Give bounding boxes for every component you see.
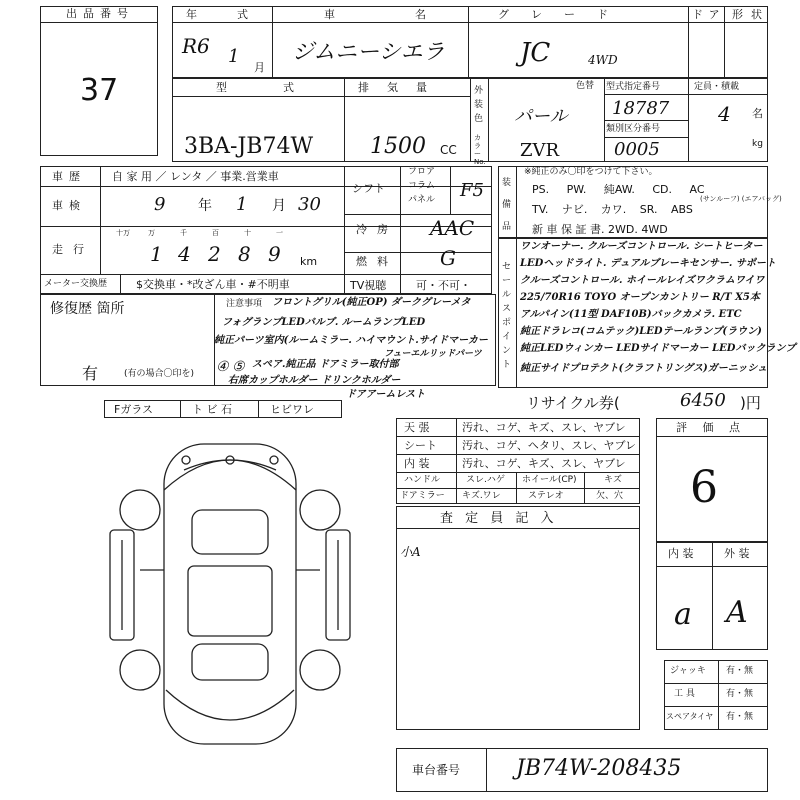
handle-opt: キズ bbox=[604, 475, 622, 485]
mirror-opt: 欠、穴 bbox=[596, 491, 624, 501]
mileage-digit: 9 bbox=[268, 242, 281, 266]
tools-value: 有・無 bbox=[726, 689, 754, 699]
recycle-label: リサイクル券( bbox=[526, 394, 620, 412]
shift-opt: コラム bbox=[408, 181, 435, 191]
sales-line: 純正LEDウィンカー LEDサイドマーカー LEDバックランプ bbox=[520, 343, 796, 354]
model-no-value: 18787 bbox=[612, 98, 670, 119]
displacement-label: 排気量 bbox=[358, 81, 445, 94]
capacity-label: 定員・積載 bbox=[694, 82, 740, 92]
interior-grade-label: 内 装 bbox=[668, 547, 694, 560]
grade-value: JC bbox=[520, 38, 551, 68]
glass-opt: ト ビ 石 bbox=[192, 403, 232, 416]
shift-opt: パネル bbox=[408, 195, 436, 205]
mileage-unit-2: 千 bbox=[180, 229, 187, 237]
class-no-value: 0005 bbox=[614, 139, 660, 160]
mileage-unit-5: 一 bbox=[276, 229, 283, 237]
equipment-row3: 新 車 保 証 書. 2WD. 4WD bbox=[532, 223, 668, 236]
meter-options: $交換車・*改ざん車・#不明車 bbox=[136, 278, 290, 291]
score-label: 評 価 点 bbox=[676, 421, 746, 434]
history-options: 自 家 用 ／ レンタ ／ 事業.営業車 bbox=[112, 170, 279, 183]
color-code: ZVR bbox=[520, 140, 560, 161]
mileage-unit-0: 十万 bbox=[116, 229, 130, 237]
mileage-digit: 1 bbox=[150, 242, 163, 266]
repair-note: (有の場合〇印を) bbox=[124, 369, 195, 379]
year-label: 年 式 bbox=[186, 8, 248, 21]
color-value: パール bbox=[514, 106, 568, 127]
chassis-value: JB74W-208435 bbox=[516, 756, 682, 781]
recycle-value: 6450 bbox=[680, 390, 726, 411]
exterior-grade-value: A bbox=[726, 595, 748, 630]
sales-line: 純正ドラレコ(コムテック)LEDテールランプ(ラウン) bbox=[520, 326, 762, 337]
repair-note-line: 純正パーツ室内(ルームミラー. ハイマウント.サイドマーカー bbox=[214, 335, 488, 346]
glass-opt: Fガラス bbox=[114, 403, 153, 416]
inspection-tsuki: 月 bbox=[272, 198, 286, 214]
grade-label: グレード bbox=[498, 8, 630, 21]
repair-note-line: フォグランプLEDバルブ. ルームランプLED bbox=[222, 317, 426, 328]
sales-line: ワンオーナー. クルーズコントロール. シートヒーター bbox=[520, 241, 763, 252]
capacity-value: 4 bbox=[718, 102, 731, 126]
rear-window bbox=[192, 644, 268, 680]
color-side-label: 外装色 bbox=[474, 86, 484, 124]
score-value: 6 bbox=[690, 462, 718, 513]
interior-row-vals: 汚れ、コゲ、キズ、スレ、ヤブレ bbox=[462, 457, 626, 470]
mirror-name: ドアミラー bbox=[400, 491, 445, 501]
repair-note-line: ドアアームレスト bbox=[346, 389, 426, 400]
mileage-digit: 8 bbox=[238, 242, 251, 266]
tools-value: 有・無 bbox=[726, 666, 754, 676]
capacity-unit: 名 bbox=[752, 107, 763, 120]
mileage-unit-4: 十 bbox=[244, 229, 251, 237]
meter-label: メーター交換歴 bbox=[44, 279, 108, 289]
mileage-digit: 2 bbox=[208, 242, 221, 266]
mileage-unit-1: 万 bbox=[148, 229, 155, 237]
ac-value: AAC bbox=[430, 216, 475, 240]
color-code-label: カラーNo. bbox=[474, 134, 486, 166]
wheel-fl bbox=[120, 490, 160, 530]
mileage-label: 走行 bbox=[52, 243, 94, 256]
capacity-kg: kg bbox=[752, 139, 763, 149]
year-era: R6 bbox=[182, 34, 210, 58]
repair-note-line: スペア.純正品 ドアミラー取付部 bbox=[252, 359, 399, 370]
class-no-label: 類別区分番号 bbox=[606, 124, 661, 134]
year-month-unit: 月 bbox=[254, 61, 265, 74]
mirror-opt: キズ.ワレ bbox=[462, 491, 501, 501]
mirror-opt: ステレオ bbox=[528, 491, 564, 501]
handle-opt: スレ.ハゲ bbox=[466, 475, 505, 485]
color-change-label: 色替 bbox=[576, 81, 595, 91]
glass-opt: ヒビワレ bbox=[270, 403, 314, 416]
car-name-label: 車 名 bbox=[324, 8, 426, 21]
exterior-grade-label: 外 装 bbox=[724, 547, 750, 560]
car-diagram bbox=[100, 430, 360, 760]
interior-row-vals: 汚れ、コゲ、キズ、スレ、ヤブレ bbox=[462, 421, 626, 434]
interior-row-vals: 汚れ、コゲ、ヘタリ、スレ、ヤブレ bbox=[462, 439, 637, 452]
displacement-unit: CC bbox=[440, 143, 457, 157]
interior-grade-value: a bbox=[674, 597, 692, 632]
handle-opt: ホイール(CP) bbox=[522, 475, 577, 485]
displacement-value: 1500 bbox=[370, 134, 426, 159]
repair-value: 有 bbox=[82, 364, 99, 383]
grade-drive: 4WD bbox=[588, 53, 618, 67]
inspector-label: 査 定 員 記 入 bbox=[440, 511, 558, 526]
roof bbox=[188, 566, 272, 636]
chassis-label: 車台番号 bbox=[412, 763, 461, 777]
circle-mark: ⑤ bbox=[232, 359, 245, 375]
windshield bbox=[192, 510, 268, 554]
inspection-day: 30 bbox=[298, 194, 321, 215]
sales-line: 225/70R16 TOYO オープンカントリー R/T X5本 bbox=[520, 292, 760, 303]
car-body bbox=[164, 444, 296, 744]
interior-row-name: シート bbox=[404, 439, 437, 452]
repair-note-line: フューエルリッドパーツ bbox=[384, 349, 482, 359]
tools-name: ジャッキ bbox=[670, 666, 706, 676]
equipment-row2-small: (サンルーフ) (エアバッグ) bbox=[700, 195, 782, 203]
interior-row-name: 天 張 bbox=[404, 421, 430, 434]
sales-line: 純正サイドプロテクト(クラフトリングス)ガーニッシュ bbox=[520, 363, 768, 374]
tv-value: 可・不可・ bbox=[416, 279, 471, 292]
handle-name: ハンドル bbox=[404, 475, 441, 485]
sales-line: アルパイン(11型 DAF10B)バックカメラ. ETC bbox=[520, 309, 742, 320]
model-value: 3BA-JB74W bbox=[184, 134, 314, 159]
year-month: 1 bbox=[228, 46, 240, 67]
repair-note-line: フロントグリル(純正OP) ダークグレーメタ bbox=[272, 297, 471, 308]
inspector-text: 小A bbox=[400, 545, 421, 559]
inspection-label: 車検 bbox=[52, 199, 86, 212]
wheel-rr bbox=[300, 650, 340, 690]
repair-notes-label: 注意事項 bbox=[226, 299, 263, 309]
shift-opt: フロア bbox=[408, 167, 436, 177]
repair-label: 修復歴 箇所 bbox=[50, 301, 125, 317]
sales-line: LEDヘッドライト. デュアルブレーキセンサー. サポート bbox=[520, 258, 776, 269]
equipment-row2: TV. ナビ. カワ. SR. ABS bbox=[532, 203, 693, 216]
equipment-label: 装備品 bbox=[502, 178, 512, 232]
fuel-label: 燃料 bbox=[356, 255, 398, 268]
fuel-value: G bbox=[440, 246, 456, 270]
inspector-box bbox=[396, 506, 640, 730]
mileage-km: km bbox=[300, 255, 318, 268]
lot-number: 37 bbox=[80, 73, 119, 108]
sales-line: クルーズコントロール. ホイールレイズワクラムワイワ bbox=[520, 275, 765, 286]
shift-label: シフト bbox=[352, 182, 385, 195]
tv-label: TV視聴 bbox=[350, 279, 387, 292]
shift-value: F5 bbox=[460, 180, 484, 201]
circle-mark: ④ bbox=[216, 359, 229, 375]
repair-note-line: 右席カップホルダー ドリンクホルダー bbox=[228, 375, 401, 386]
inspection-year: 9 bbox=[154, 194, 166, 215]
sales-point-label: セールスポイント bbox=[502, 262, 512, 370]
equipment-note: ※純正のみ〇印をつけて下さい。 bbox=[524, 167, 658, 177]
mileage-digit: 4 bbox=[178, 242, 191, 266]
interior-row-name: 内 装 bbox=[404, 457, 430, 470]
ac-label: 冷房 bbox=[356, 223, 398, 236]
inspection-month: 1 bbox=[236, 194, 248, 215]
history-label: 車歴 bbox=[52, 170, 86, 183]
model-label: 型 式 bbox=[216, 81, 294, 94]
doors-label: ドア bbox=[692, 8, 726, 21]
tools-name: スペアタイヤ bbox=[666, 712, 714, 721]
car-name-value: ジムニーシエラ bbox=[292, 40, 445, 65]
lot-label: 出品番号 bbox=[66, 7, 134, 20]
equipment-row1: PS. PW. 純AW. CD. AC bbox=[532, 183, 705, 196]
body-type-label: 形状 bbox=[732, 8, 770, 21]
tools-value: 有・無 bbox=[726, 712, 754, 722]
inspection-nen: 年 bbox=[198, 198, 212, 214]
recycle-unit: )円 bbox=[740, 394, 761, 412]
mileage-unit-3: 百 bbox=[212, 229, 219, 237]
wheel-fr bbox=[300, 490, 340, 530]
wheel-rl bbox=[120, 650, 160, 690]
tools-name: 工 具 bbox=[674, 689, 695, 699]
model-no-label: 型式指定番号 bbox=[606, 82, 661, 92]
